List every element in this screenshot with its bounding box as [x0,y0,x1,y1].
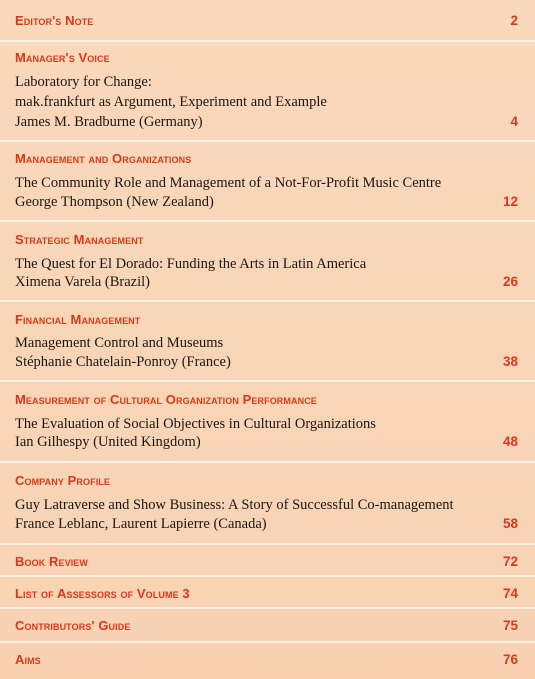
toc-entry-list-of-assessors[interactable] [0,577,535,609]
article-title: Laboratory for Change: [15,74,152,90]
article-title: The Quest for El Dorado: Funding the Arts in Latin America [15,256,367,272]
section-heading: Aims [15,652,41,667]
article-title: The Evaluation of Social Objectives in Cultural Organizations [15,416,376,432]
section-heading: List of Assessors of Volume 3 [15,586,190,601]
section-heading: Management and Organizations [15,151,192,166]
page-number: 12 [502,194,518,209]
page-number: 72 [502,554,518,569]
toc-entry-contributors-guide[interactable] [0,609,535,643]
article-title: Guy Latraverse and Show Business: A Story of Successful Co-management [15,497,454,513]
toc-entry-management-organizations[interactable] [0,142,535,222]
section-heading: Manager's Voice [15,50,110,65]
section-heading: Strategic Management [15,232,144,247]
section-heading: Contributors' Guide [15,618,131,633]
article-title: Management Control and Museums [15,335,224,351]
article-author: Ximena Varela (Brazil) [15,274,151,290]
page-number: 75 [502,618,518,633]
toc-entry-aims[interactable] [0,643,535,679]
toc-entry-financial-management[interactable] [0,302,535,382]
toc-entry-managers-voice[interactable] [0,42,535,142]
toc-entry-strategic-management[interactable] [0,222,535,302]
article-author: George Thompson (New Zealand) [15,194,214,210]
toc-entry-company-profile[interactable] [0,463,535,545]
toc-entry-book-review[interactable] [0,545,535,577]
toc-entry-editors-note[interactable] [0,0,535,42]
page-number: 4 [510,114,518,129]
page-number: 38 [502,354,518,369]
page-number: 26 [502,274,518,289]
page-number: 58 [502,516,518,531]
toc-entry-measurement-performance[interactable] [0,382,535,463]
article-title-continued: mak.frankfurt as Argument, Experiment and Example [15,94,327,110]
article-author: Stéphanie Chatelain-Ponroy (France) [15,354,231,370]
page-number: 48 [502,434,518,449]
section-heading: Book Review [15,554,88,569]
page-number: 74 [502,586,518,601]
page-number: 76 [502,652,518,667]
article-author: James M. Bradburne (Germany) [15,114,203,130]
article-author: Ian Gilhespy (United Kingdom) [15,434,201,450]
page-number: 2 [510,13,518,28]
section-heading: Editor's Note [15,13,94,28]
section-heading: Company Profile [15,473,111,488]
article-author: France Leblanc, Laurent Lapierre (Canada) [15,516,267,532]
section-heading: Measurement of Cultural Organization Performance [15,392,317,407]
article-title: The Community Role and Management of a Not-For-Profit Music Centre [15,175,442,191]
section-heading: Financial Management [15,312,141,327]
